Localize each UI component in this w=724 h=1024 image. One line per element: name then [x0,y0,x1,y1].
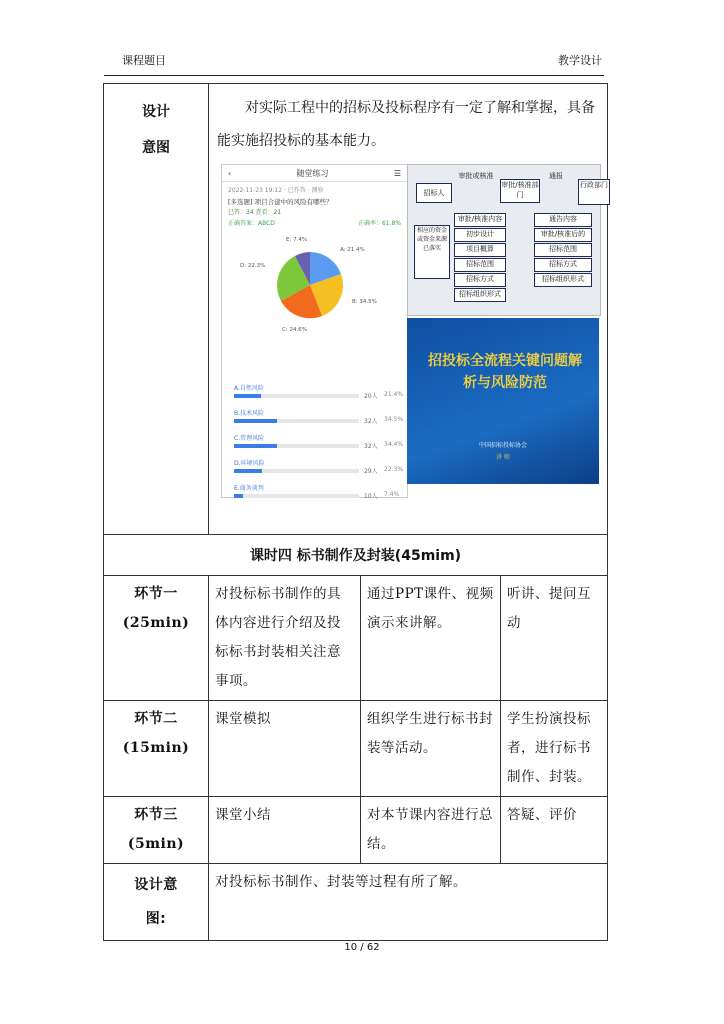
quiz-option-count: 29人 [364,468,378,475]
flow-box-after-approval: 审批/核准后的 [534,228,592,242]
back-chevron-icon: ‹ [228,168,232,178]
quiz-screenshot [221,164,408,498]
intent-label-top: 设计 [142,104,170,120]
header-course-title: 课程题目 [122,54,166,67]
intent-content-cell [209,84,608,535]
quiz-option-percent: 21.4% [384,391,404,398]
flow-box-org-form: 招标组织形式 [454,288,506,302]
flow-box-approve-content: 审批/核准内容 [454,213,506,227]
quiz-question: [多选题] 项目合建中的风险有哪些？ [228,198,333,206]
row-content: 对投标标书制作的具体内容进行介绍及投标标书封装相关注意事项。 [215,586,341,689]
row-student-cell [501,701,608,797]
pie-label-e: E: 7.4% [286,237,308,243]
row-label: 环节二 [134,711,178,727]
quiz-option-row [234,483,399,498]
flow-box-method-2: 招标方式 [534,258,592,272]
quiz-option-percent: 34.5% [384,416,404,423]
quiz-option-fill [234,444,277,448]
intent2-label-top: 设计意 [134,877,178,893]
quiz-meta: 2022-11-23 19:12 · 已作答 · 测验 [228,187,324,194]
training-cover-image [407,318,599,484]
flow-box-dept: 审批/核准部门 [500,179,540,203]
row-label-cell [104,701,209,797]
quiz-option-percent: 34.4% [384,441,404,448]
flow-box-bidder: 招标人 [416,183,452,203]
table-row [104,797,608,864]
quiz-option-row [234,433,404,450]
quiz-option-label: E.商务谈判 [234,485,264,492]
row-method: 对本节课内容进行总结。 [367,807,493,852]
flow-box-budget: 项目概算 [454,243,506,257]
flow-box-scope: 招标范围 [454,258,506,272]
quiz-topbar [222,165,407,182]
cover-author: 讲 师 [496,454,510,461]
quiz-answer: 正确答案：ABCD [228,220,275,227]
quiz-stat: 已答：34 查看：21 [228,209,282,216]
row-method: 组织学生进行标书封装等活动。 [367,711,493,756]
quiz-title: 随堂练习 [296,168,329,178]
intent2-label-cell [104,864,209,941]
section-row [104,535,608,576]
quiz-option-track [234,419,359,423]
quiz-option-track [234,394,359,398]
flow-box-org-form-2: 招标组织形式 [534,273,592,287]
cover-title: 招投标全流程关键问题解析与风险防范 [428,353,582,391]
intent-text: 对实际工程中的招标及投标程序有一定了解和掌握，具备能实施招投标的基本能力。 [217,100,595,149]
row-content-cell [209,701,361,797]
intent2-text: 对投标标书制作、封装等过程有所了解。 [215,874,467,890]
quiz-option-percent: 22.3% [384,466,404,473]
section-title: 课时四 标书制作及封装(45mim) [104,535,608,576]
quiz-option-row [234,383,404,400]
quiz-option-count: 32人 [364,418,378,425]
intent-row-2 [104,864,608,941]
bidding-flow-chart [407,164,608,316]
flow-label-notify: 通报 [549,172,563,180]
quiz-option-count: 32人 [364,443,378,450]
quiz-option-percent: 7.4% [384,491,400,498]
row-content-cell [209,576,361,701]
row-method-cell [361,701,501,797]
quiz-option-track [234,444,359,448]
intent-label-cell [104,84,209,535]
flow-box-method: 招标方式 [454,273,506,287]
intent2-label-bottom: 图: [145,911,167,927]
row-duration: (25min) [122,615,190,631]
row-duration: (15min) [122,740,190,756]
row-method-cell [361,576,501,701]
table-row [104,701,608,797]
flow-box-funds: 相应的资金或资金来源已落实 [414,225,450,279]
pie-label-b: B: 34.5% [352,299,377,305]
row-student: 听讲、提问互动 [507,586,591,631]
row-student: 学生扮演投标者，进行标书制作、封装。 [507,711,591,785]
menu-icon: ☰ [393,168,401,178]
row-label-cell [104,576,209,701]
quiz-option-label: D.环境风险 [234,460,265,467]
quiz-option-label: B.技术风险 [234,410,265,417]
row-method-cell [361,797,501,864]
pie-label-d: D: 22.3% [240,263,266,269]
row-student: 答疑、评价 [507,807,577,823]
row-content: 课堂模拟 [215,711,271,727]
row-content-cell [209,797,361,864]
flow-box-scope-2: 招标范围 [534,243,592,257]
row-student-cell [501,797,608,864]
quiz-option-row [234,458,404,475]
quiz-option-fill [234,419,277,423]
quiz-option-fill [234,469,262,473]
pie-label-c: C: 24.6% [282,327,307,333]
row-student-cell [501,576,608,701]
quiz-rate: 正确率：61.8% [357,220,401,227]
quiz-option-row [234,408,404,425]
flow-label-approval: 审批或核准 [458,172,494,180]
header-doc-type: 教学设计 [558,54,602,67]
intent-label-bottom: 意图 [142,140,170,156]
quiz-pie-chart [222,227,407,337]
quiz-option-fill [234,494,243,498]
row-content: 课堂小结 [215,807,271,823]
row-label: 环节三 [134,807,178,823]
flow-box-admin: 行政部门 [578,179,610,205]
row-method: 通过PPT课件、视频演示来讲解。 [367,586,494,631]
quiz-option-count: 20人 [364,393,378,400]
table-row [104,576,608,701]
row-label: 环节一 [134,586,178,602]
row-duration: (5min) [127,836,185,852]
cover-org: 中国招标投标协会 [478,442,527,449]
quiz-option-label: C.管理风险 [234,435,265,442]
pie-label-a: A: 21.4% [340,247,365,253]
quiz-option-count: 10人 [364,493,378,500]
quiz-option-track [234,469,359,473]
page-number: 10 / 62 [344,942,380,953]
intent-row-1 [104,84,608,535]
intent2-content-cell [209,864,608,941]
flow-box-notice-content: 通告内容 [534,213,592,227]
lesson-plan-table [103,83,608,941]
row-label-cell [104,797,209,864]
quiz-option-label: A.自然风险 [234,385,264,392]
quiz-option-track [234,494,359,498]
header-rule [104,75,604,76]
quiz-option-fill [234,394,261,398]
flow-box-prelim-design: 初步设计 [454,228,506,242]
